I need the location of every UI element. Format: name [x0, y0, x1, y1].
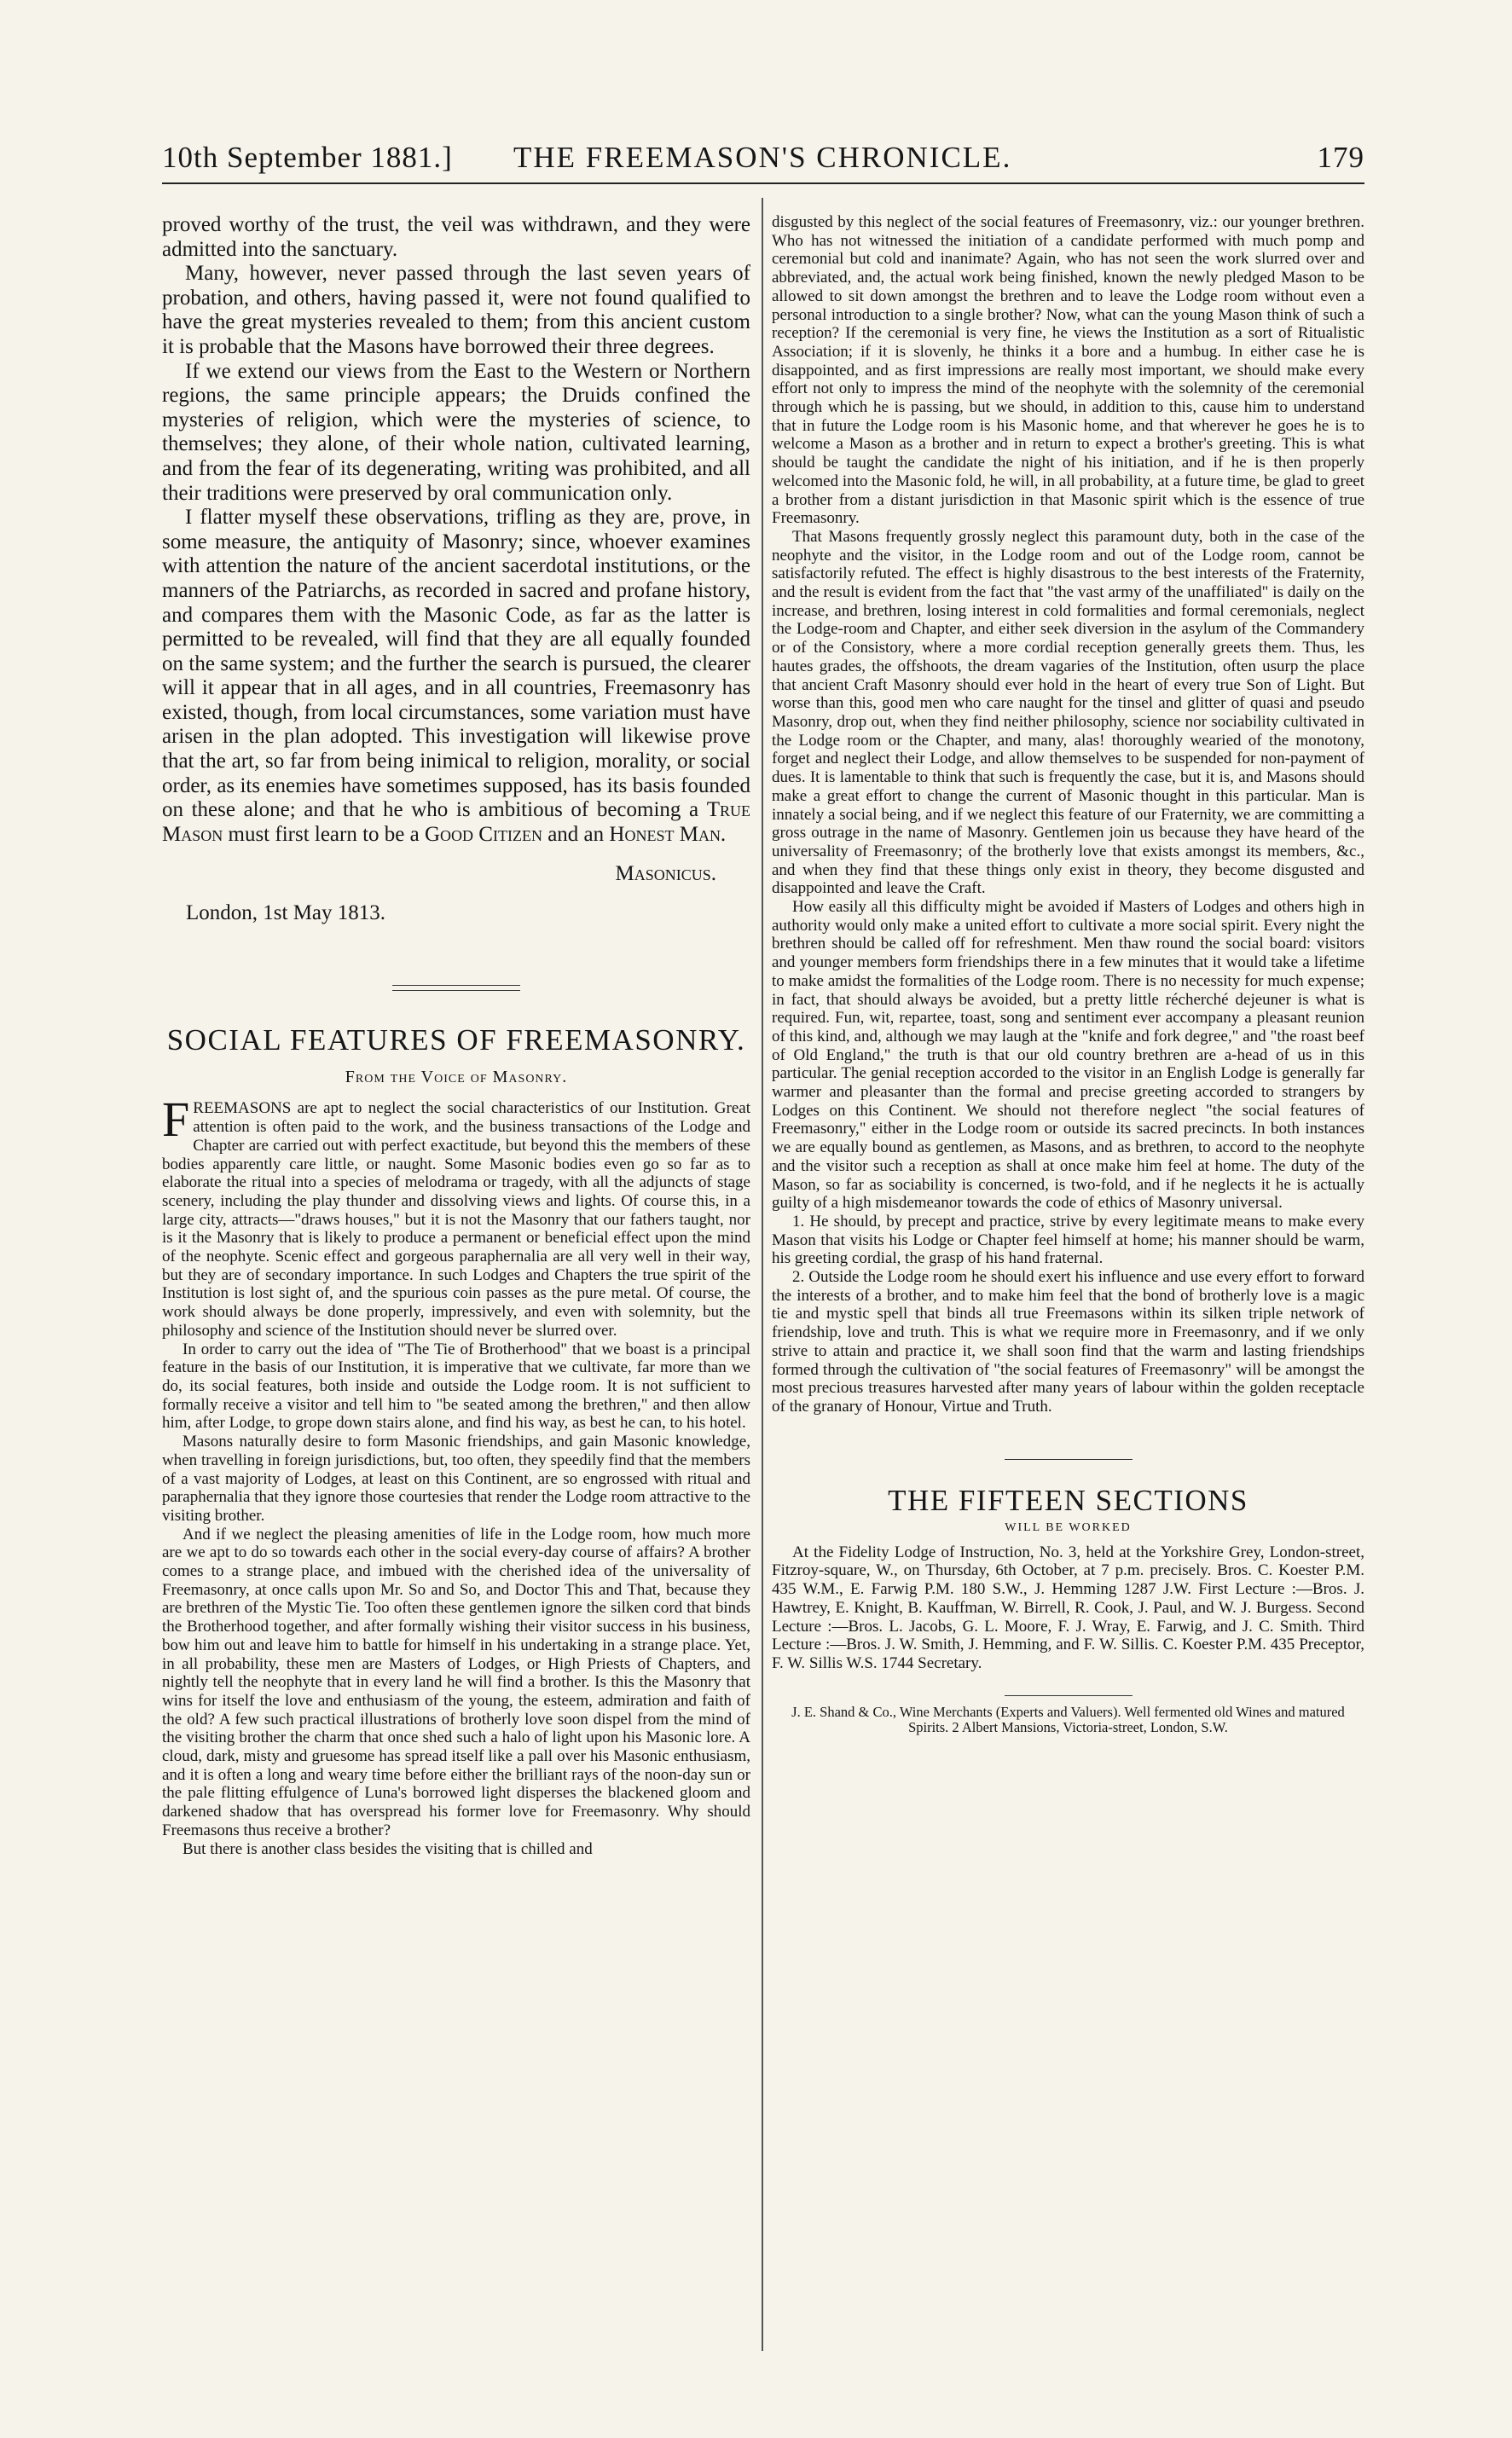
essay-paragraph: Many, however, never passed through the last seven years of probation, and others, having passed it, were not found qualified to have the great mysteries revealed to them; from this ancient custom it is probable that the Masons have borrowed their three degrees.: [162, 262, 750, 358]
article-paragraph: 1. He should, by precept and practice, strive by every legitimate means to make every Mason that visits his Lodge or Chapter feel himself at home; his manner should be warm, his greeting cordial, the grasp of his hand fraternal.: [772, 1212, 1364, 1268]
article-paragraph: How easily all this difficulty might be avoided if Masters of Lodges and others high in authority would only make a united effort to cultivate a more social spirit. Every night the brethren should be called off for refreshment. Men thaw round the social board: visitors and younger members form friendships there in a few minutes that it would take a lifetime to make amidst the formalities of the Lodge room. There is no necessity for much expense; in fact, that should always be avoided, but a pretty little récherché dejeuner is what is required. Fun, wit, repartee, toast, song and sentiment ever accompany a pleasant reunion of this kind, and, although we may laugh at the "knife and fork degree," and "the roast beef of Old England," the truth is that our old country brethren are a-head of us in this particular. The genial reception accorded to the visitor in an English Lodge is generally far warmer and pleasanter than the formal and precise greeting accorded to strangers by Lodges on this Continent. We should not therefore neglect "the social features of Freemasonry," either in the Lodge room or outside its sacred precincts. In both instances we are equally bound as gentlemen, as Masons, and as brethren, to accord to the neophyte and the visitor such a reception as shall at once make him feel at home. The duty of the Mason, so far as sociability is concerned, is two-fold, and if he neglects it he is actually guilty of a high misdemeanor towards the code of ethics of Masonry universal.: [772, 898, 1364, 1213]
drop-cap: F: [162, 1092, 190, 1148]
separator: [772, 1695, 1364, 1696]
article-paragraph: In order to carry out the idea of "The Tie of Brotherhood" that we boast is a principal feature in the basis of our Institution, it is imperative that we cultivate, far more than we do, its social features, both inside and outside the Lodge room. It is not sufficient to formally receive a visitor and tell him to "be seated among the brethren," and then allow him, after Lodge, to grope down stairs alone, and find his way, as best he can, to his hotel.: [162, 1340, 750, 1433]
essay-text: must first learn to be a: [228, 822, 420, 846]
honest-man: Honest Man.: [609, 822, 727, 846]
separator-line: [1005, 1695, 1133, 1696]
separator: [772, 1459, 1364, 1460]
essay-last-paragraph: [162, 506, 750, 847]
article-paragraph: 2. Outside the Lodge room he should exert his influence and use every effort to forward the interests of a brother, and to make him feel that the bond of brotherly love is a magic tie and mystic spell that binds all true Freemasons within its silken triple network of friendship, love and truth. This is what we require more in Freemasonry, and if we only strive to attain and practice it, we shall soon find that the warm and lasting friendships formed through the cultivation of "the social features of Freemasonry" will be amongst the most precious treasures harvested after many years of labour within the golden receptacle of the granary of Honour, Virtue and Truth.: [772, 1268, 1364, 1416]
separator-line: [392, 990, 520, 991]
article-paragraph: [162, 1092, 750, 1340]
column-rule: [762, 198, 763, 2351]
header-title: THE FREEMASON'S CHRONICLE.: [513, 141, 1012, 174]
separator-line: [1005, 1459, 1133, 1460]
essay-paragraph: proved worthy of the trust, the veil was withdrawn, and they were admitted into the sanctuary.: [162, 213, 750, 261]
sections-heading: THE FIFTEEN SECTIONS: [888, 1483, 1248, 1517]
page-number: 179: [1317, 141, 1364, 174]
header-date: 10th September 1881.]: [162, 141, 453, 174]
essay-text: I flatter myself these observations, trifling as they are, prove, in some measure, the antiquity of Masonry; since, whoever examines with attention the nature of the ancient sacerdotal institutions, or the manners of the Patriarchs, as recorded in sacred and profane history, and compares them with the Masonic Code, as far as the latter is permitted to be revealed, will find that they are all equally founded on the same system; and the further the search is pursued, the clearer will it appear that in all ages, and in all countries, Freemasonry has existed, though, from local circumstances, some variation must have arisen in the plan adopted. This investigation will likewise prove that the art, so far from being inimical to religion, morality, or social order, as its enemies have sometimes supposed, has its basis founded on these alone; and that he who is ambitious of becoming a: [162, 506, 750, 822]
header-rule: [162, 182, 1364, 184]
page-header: [162, 141, 1364, 180]
article-paragraph: But there is another class besides the visiting that is chilled and: [182, 1839, 593, 1858]
article-paragraph: That Masons frequently grossly neglect this paramount duty, both in the case of the neophyte and the visitor, in the Lodge room and out of the Lodge room, cannot be satisfactorily refuted. The effect is highly disastrous to the best interests of the Fraternity, and the result is evident from the fact that "the vast army of the unaffiliated" is daily on the increase, and brethren, losing interest in cold formalities and formal ceremonials, neglect the Lodge-room and Chapter, and either seek diversion in the asylum of the Commandery or of the Consistory, where a more cordial reception generally greets them. Thus, les hautes grades, the offshoots, the dream vagaries of the Institution, often usurp the place that ancient Craft Masonry should ever hold in the heart of every true Son of Light. But worse than this, good men who care naught for the tinsel and glitter of quasi and pseudo Masonry, drop out, when they find neither philosophy, science nor sociability cultivated in the Lodge room or the Chapter, and many, alas! thoroughly wearied of the monotony, forget and neglect their Lodge, and allow themselves to be suspended for non-payment of dues. It is lamentable to think that such is frequently the case, but it is, and Masons should make a great effort to change the current of Masonic thought in this particular. Man is innately a social being, and if we neglect this feature of our Fraternity, we are committing a gross outrage in the name of Masonry. Gentlemen join us because they have heard of the universality of Freemasonry; of the brotherly love that exists amongst its members, &c., and when they find that these things only exist in theory, they become disgusted and disappointed and leave the Craft.: [772, 527, 1364, 898]
sections-subheading: WILL BE WORKED: [1005, 1520, 1132, 1534]
essay-paragraph: If we extend our views from the East to the Western or Northern regions, the same principle appears; the Druids confined the mysteries of religion, which were the mysteries of science, to themselves; they alone, of their whole nation, cultivated learning, and from the fear of its degenerating, writing was prohibited, and all their traditions were preserved by oral communication only.: [162, 359, 750, 505]
essay-text: and an: [547, 822, 605, 846]
signature: Masonicus.: [615, 862, 716, 886]
separator-line: [392, 985, 520, 986]
article-paragraph: Masons naturally desire to form Masonic friendships, and gain Masonic knowledge, when travelling in foreign jurisdictions, but, too often, they speedily find that the members of a vast majority of Lodges, at least on this Continent, are so engrossed with ritual and paraphernalia that they ignore those courtesies that render the Lodge room attractive to the visiting brother.: [162, 1433, 750, 1525]
sections-paragraph: At the Fidelity Lodge of Instruction, No. 3, held at the Yorkshire Grey, London-street, Fitzroy-square, W., on Thursday, 6th October, at 7 p.m. precisely. Bros. C. Koester P.M. 435 W.M., E. Farwig P.M. 180 S.W., J. Hemming 1287 J.W. First Lecture :—Bros. J. Hawtrey, E. Knight, B. Kauffman, W. Birrell, R. Cook, J. Paul, and W. J. Burgess. Second Lecture :—Bros. L. Jacobs, G. L. Moore, F. J. Wray, E. Farwig, and J. C. Smith. Third Lecture :—Bros. J. W. Smith, J. Hemming, and F. W. Sillis. C. Koester P.M. 435 Preceptor, F. W. Sillis W.S. 1744 Secretary.: [772, 1543, 1364, 1672]
article-paragraph: disgusted by this neglect of the social features of Freemasonry, viz.: our younger brethren. Who has not witnessed the initiation of a candidate performed with much pomp and ceremonial but cold and inanimate? Again, who has not seen the work slurred over and abbreviated, and, the actual work being finished, known the newly pledged Mason to be allowed to sit down amongst the brethren and to leave the Lodge room without even a personal introduction to a single brother? Now, what can the young Mason think of such a reception? If the ceremonial is very fine, he views the Institution as a sort of Ritualistic Association; if it is slovenly, he thinks it a bore and a humbug. In either case he is disappointed, and as first impressions are really most important, we should make every effort not only to impress the mind of the neophyte with the solemnity of the ceremonial through which he is passing, but we should, in addition to this, cause him to understand that in future the Lodge room is his Masonic home, and that wherever he goes he is to welcome a Mason as a brother and in return to expect a brother's greeting. This is what should be taught the candidate the night of his initiation, and if he is then properly welcomed into the Masonic fold, he will, in all probability, at a future time, be glad to greet a brother from a distant jurisdiction in that Masonic spirit which is the essence of true Freemasonry.: [772, 213, 1364, 528]
good-citizen: Good Citizen: [425, 822, 542, 846]
left-column: [162, 213, 750, 1858]
true-mason: True Mason: [162, 798, 750, 846]
article-paragraph: And if we neglect the pleasing amenities of life in the Lodge room, how much more are we apt to do so towards each other in the social every-day course of affairs? A brother comes to a strange place, and imbued with the cherished idea of the universality of Freemasonry, at once calls upon Mr. So and So, and Doctor This and That, because they are brethren of the Mystic Tie. Too often these gentlemen ignore the silken cord that binds the Brotherhood together, and after formally wishing their visitor success in his business, bow him out and leave him to battle for himself in his undertaking in a strange place. Yet, in all probability, these men are Masters of Lodges, or High Priests of Chapters, and nightly tell the neophyte that in every land he will find a brother. Is this the Masonry that wins for itself the love and enthusiasm of the young, the esteem, admiration and faith of the old? A few such practical illustrations of brotherly love soon dispel from the mind of the visiting brother the charm that once shed such a halo of light upon his Masonic lore. A cloud, dark, misty and gruesome has spread itself like a pall over his Masonic enthusiasm, and it is often a long and weary time before either the brilliant rays of the noon-day sun or the pale flitting effulgence of Luna's borrowed light disperses the blackened gloom and darkened shadow that has overspread his former love for Freemasonry. Why should Freemasons thus receive a brother?: [162, 1525, 750, 1839]
right-column: [772, 213, 1364, 1736]
article-source: From the Voice of Masonry.: [345, 1068, 568, 1087]
separator: [162, 985, 750, 991]
place-date: London, 1st May 1813.: [186, 901, 386, 925]
article-heading: SOCIAL FEATURES OF FREEMASONRY.: [166, 1023, 746, 1057]
article-text: REEMASONS are apt to neglect the social characteristics of our Institution. Great attention is often paid to the work, and the business transactions of the Lodge and Chapter are carried out with perfect exactitude, but beyond this the members of these bodies apparently care little, or naught. Some Masonic bodies even go so far as to elaborate the ritual into a species of melodrama or tragedy, with all the adjuncts of stage scenery, including the play thunder and dissolving views and lights. Of course this, in a large city, attracts—"draws houses," but it is not the Masonry that our fathers taught, nor is it the Masonry that is likely to produce a permanent or beneficial effect upon the mind of the neophyte. Scenic effect and gorgeous paraphernalia are all very well in their way, but they are of secondary importance. In such Lodges and Chapters the true spirit of the Institution is lost sight of, and the spurious coin passes as the pure metal. Of course, the work should always be done properly, impressively, and even with solemnity, but the philosophy and science of the Institution should never be slurred over.: [162, 1099, 750, 1340]
advertisement: J. E. Shand & Co., Wine Merchants (Experts and Valuers). Well fermented old Wines and matured Spirits. 2 Albert Mansions, Victoria-street, London, S.W.: [791, 1703, 1345, 1736]
